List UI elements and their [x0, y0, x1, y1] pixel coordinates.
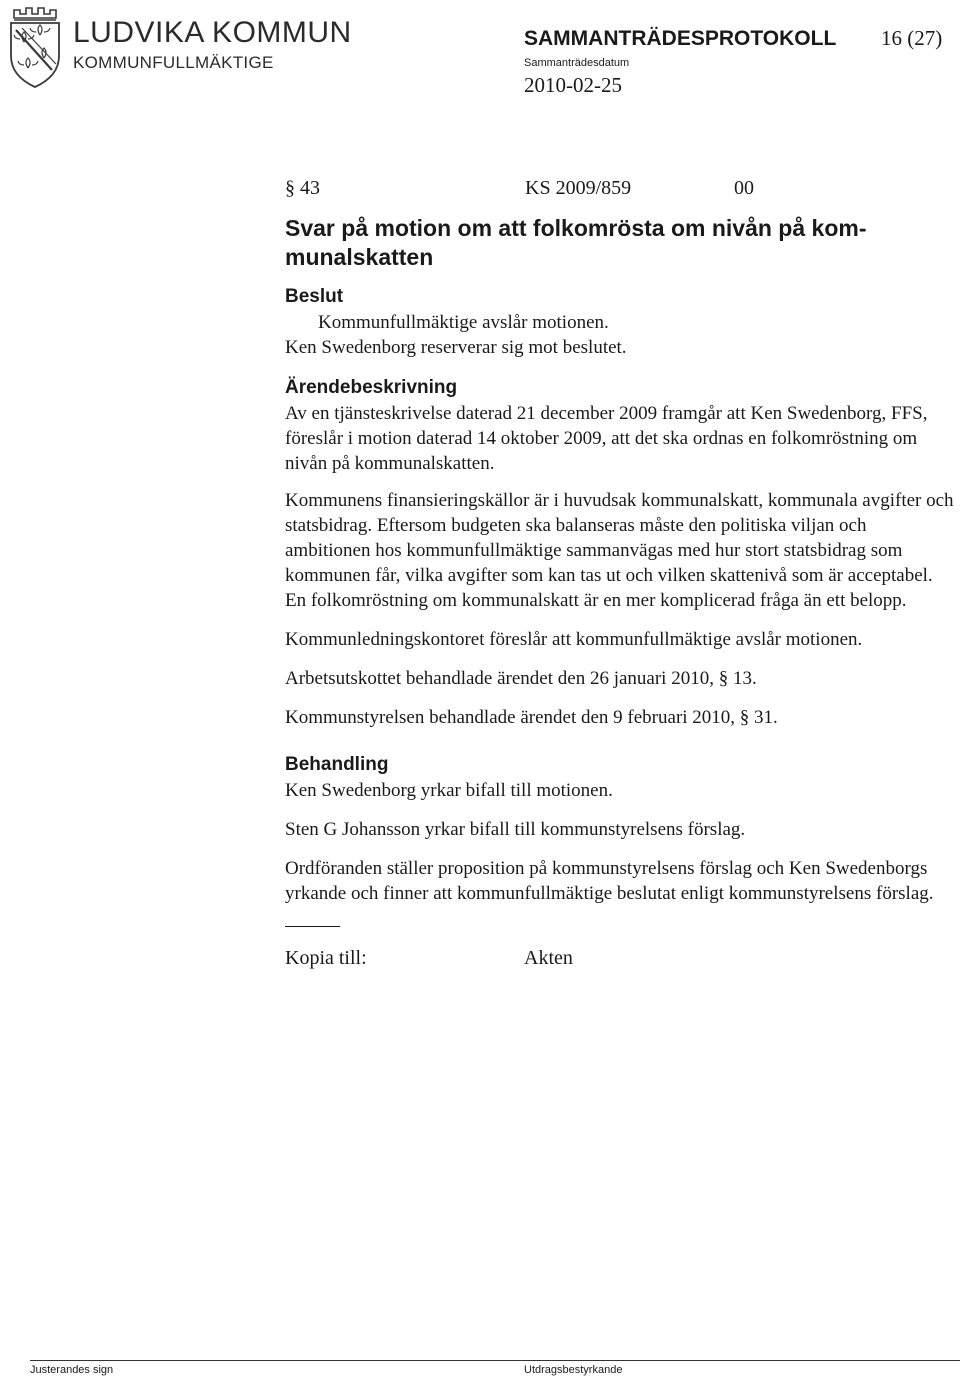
distribution-row — [285, 945, 955, 971]
section-heading-beslut: Beslut — [285, 286, 344, 307]
organization-unit: KOMMUNFULLMÄKTIGE — [73, 53, 274, 72]
description-paragraph: Av en tjänsteskrivelse daterad 21 december 2009 framgår att Ken Swedenborg, FFS, föreslår i motion daterad 14 oktober 2009, att det ska ordnas en folkomröstning om nivån på kommunalskatten. — [285, 403, 928, 474]
meeting-date: 2010-02-25 — [524, 73, 622, 97]
procedure-paragraph: Ken Swedenborg yrkar bifall till motionen. — [285, 780, 613, 801]
description-paragraph: Kommunledningskontoret föreslår att kommunfullmäktige avslår motionen. — [285, 629, 863, 650]
meeting-date-label: Sammanträdesdatum — [524, 57, 630, 69]
distribution-value: Akten — [524, 947, 573, 969]
document-type: SAMMANTRÄDESPROTOKOLL — [524, 27, 837, 50]
decision-line: Kommunfullmäktige avslår motionen. — [318, 312, 609, 333]
footer-certification-label: Utdragsbestyrkande — [524, 1364, 623, 1376]
paragraph-number: § 43 — [285, 177, 320, 199]
description-paragraph: Arbetsutskottet behandlade ärendet den 26 januari 2010, § 13. — [285, 668, 757, 689]
item-reference-line — [285, 174, 955, 202]
organization-name: LUDVIKA KOMMUN — [73, 16, 352, 49]
footer-signature-label: Justerandes sign — [30, 1364, 114, 1376]
procedure-paragraph: Ordföranden ställer proposition på kommunstyrelsens förslag och Ken Swedenborgs yrkande och finner att kommunfullmäktige beslutat enligt kommunstyrelsens förslag. — [285, 858, 934, 904]
section-heading-behandling: Behandling — [285, 754, 389, 775]
item-title: Svar på motion om att folkomrösta om nivån på kom-munalskatten — [285, 215, 867, 270]
page-number: 16 (27) — [881, 26, 943, 50]
section-heading-arendebeskrivning: Ärendebeskrivning — [285, 377, 458, 398]
coat-of-arms-shield-icon — [6, 4, 64, 90]
case-number: KS 2009/859 — [525, 177, 632, 199]
description-paragraph: Kommunens finansieringskällor är i huvudsak kommunalskatt, kommunala avgifter och statsbidrag. Eftersom budgeten ska balanseras måste den politiska viljan och ambitionen hos kommunfullmäktige sammanvägas med hur stort statsbidrag som kommunen får, vilka avgifter som kan tas ut och vilken skattenivå som är acceptabel. En folkomröstning om kommunalskatt är en mer komplicerad fråga än ett belopp. — [285, 490, 954, 611]
separator-line — [285, 926, 340, 927]
description-paragraph: Kommunstyrelsen behandlade ärendet den 9 februari 2010, § 31. — [285, 707, 778, 728]
distribution-label: Kopia till: — [285, 947, 367, 969]
case-code: 00 — [734, 177, 754, 199]
procedure-paragraph: Sten G Johansson yrkar bifall till kommunstyrelsens förslag. — [285, 819, 746, 840]
footer-rule — [30, 1360, 960, 1361]
decision-line: Ken Swedenborg reserverar sig mot beslutet. — [285, 337, 627, 358]
protocol-item — [285, 174, 955, 971]
